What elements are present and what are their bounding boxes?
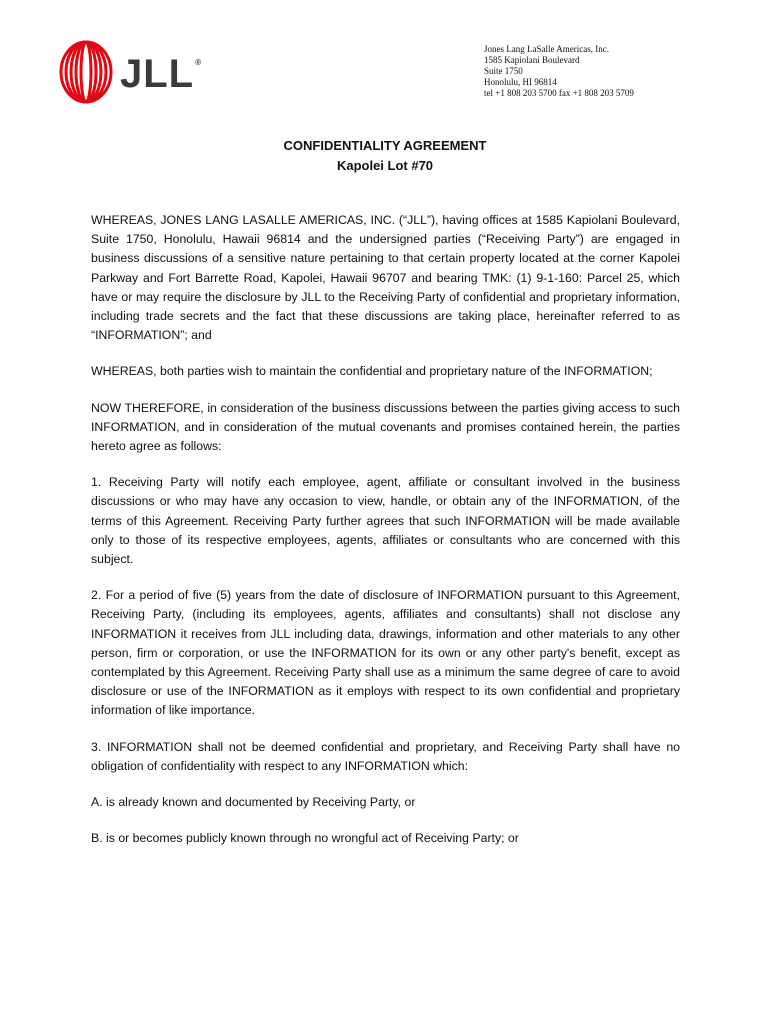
document-subtitle: Kapolei Lot #70: [336, 158, 434, 173]
clause-3a: A. is already known and documented by Receiving Party, or: [91, 795, 416, 810]
jll-logo: [58, 40, 203, 104]
clause-3: 3. INFORMATION shall not be deemed confidential and proprietary, and Receiving Party shall have no obligation of confidentiality with respect to any INFORMATION which:: [91, 739, 680, 773]
address-line: tel +1 808 203 5700 fax +1 808 203 5709: [484, 88, 634, 98]
clause-2: 2. For a period of five (5) years from the date of disclosure of INFORMATION pursuant to this Agreement, Receiving Party, (including its employees, agents, affiliates and consultants) shall not disclose any INFORMATION it receives from JLL including data, drawings, information and other materials to any other person, firm or corporation, or use the INFORMATION for its own or any other party's benefit, except as contemplated by this Agreement. Receiving Party shall use as a minimum the same degree of care to avoid disclosure or use of the INFORMATION as it employs with respect to its own confidential and proprietary information of like importance.: [91, 588, 680, 718]
now-therefore-paragraph: NOW THEREFORE, in consideration of the business discussions between the parties giving access to such INFORMATION, and in consideration of the mutual covenants and promises contained herein, the parties hereto agree as follows:: [91, 400, 680, 454]
document-title-block: [0, 136, 770, 176]
company-address: [484, 44, 744, 99]
registered-mark: ®: [195, 57, 203, 67]
address-line: 1585 Kapiolani Boulevard: [484, 55, 580, 65]
address-line: Honolulu, HI 96814: [484, 77, 557, 87]
document-title: CONFIDENTIALITY AGREEMENT: [283, 138, 487, 153]
agreement-body: [91, 211, 680, 865]
clause-3b: B. is or becomes publicly known through no wrongful act of Receiving Party; or: [91, 831, 519, 846]
logo-wordmark: JLL ®: [120, 51, 203, 96]
address-line: Jones Lang LaSalle Americas, Inc.: [484, 44, 609, 54]
whereas-paragraph-1: WHEREAS, JONES LANG LASALLE AMERICAS, INC. (“JLL”), having offices at 1585 Kapiolani Boulevard, Suite 1750, Honolulu, Hawaii 96814 and the undersigned parties (“Receiving Party”) are engaged in business discussions of a sensitive nature pertaining to that certain property located at the corner Kapolei Parkway and Fort Barrette Road, Kapolei, Hawaii 96707 and bearing TMK: (1) 9-1-160: Parcel 25, which have or may require the disclosure by JLL to the Receiving Party of confidential and proprietary information, including trade secrets and the fact that these discussions are taking place, hereinafter referred to as “INFORMATION”; and: [91, 213, 680, 343]
address-line: Suite 1750: [484, 66, 523, 76]
whereas-paragraph-2: WHEREAS, both parties wish to maintain the confidential and proprietary nature of the INFORMATION;: [91, 364, 653, 379]
jll-swirl-icon: [58, 40, 114, 104]
clause-1: 1. Receiving Party will notify each employee, agent, affiliate or consultant involved in the business discussions or who may have any occasion to view, handle, or obtain any of the INFORMATION, of the terms of this Agreement. Receiving Party further agrees that such INFORMATION will be made available only to those of its respective employees, agents, affiliates or consultants who are concerned with this subject.: [91, 475, 680, 567]
